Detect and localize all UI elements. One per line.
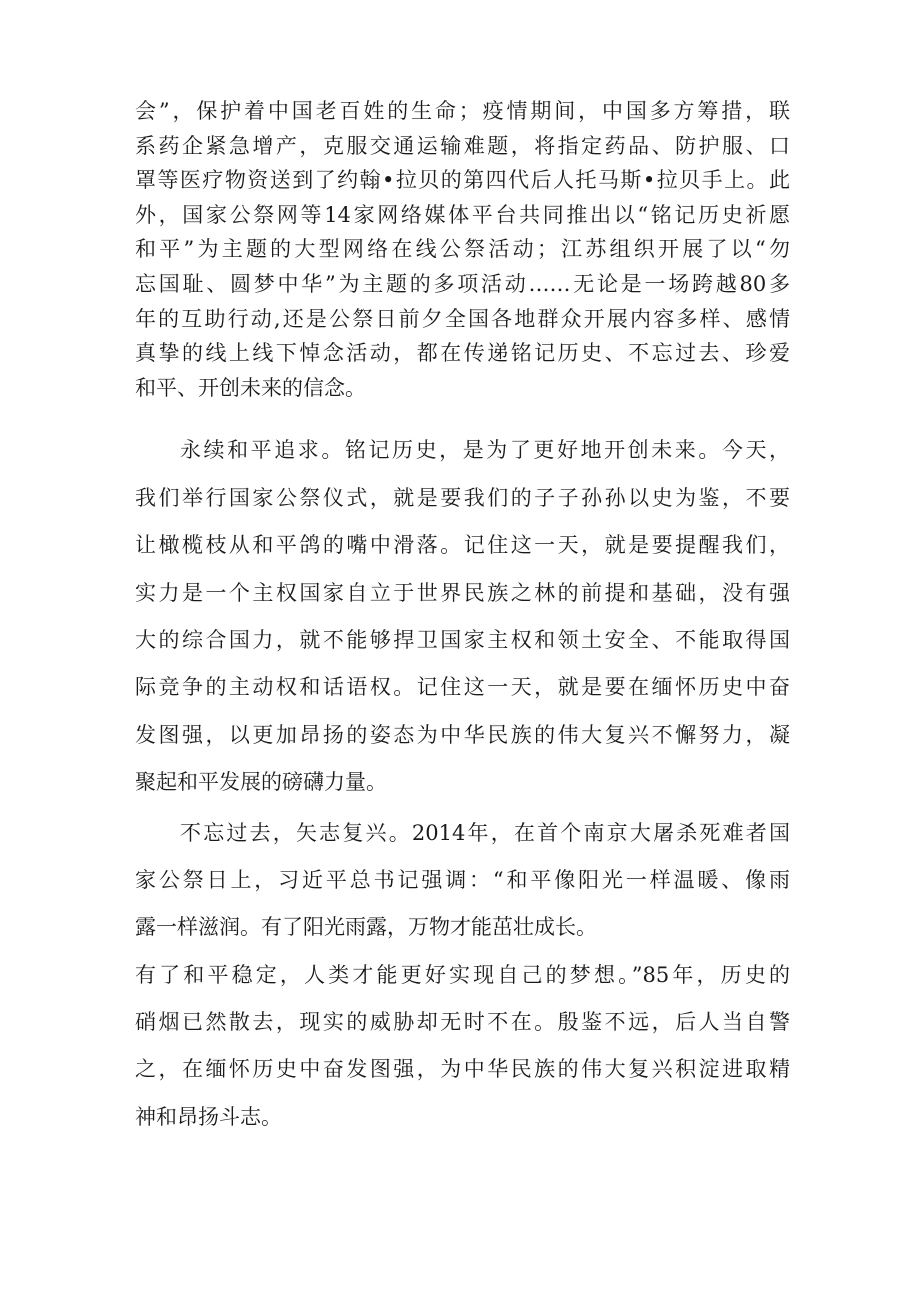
text-line: 真挚的线上线下悼念活动，都在传递铭记历史、不忘过去、珍爱 [135, 341, 790, 365]
text-line: 系药企紧急增产，克服交通运输难题，将指定药品、防护服、口 [135, 134, 790, 158]
text-line: 露一样滋润。有了阳光雨露，万物才能茁壮成长。 [135, 915, 597, 939]
text-line: 和平、开创未来的信念。 [135, 376, 366, 400]
text-line: 聚起和平发展的磅礴力量。 [135, 770, 387, 794]
text-line: 外，国家公祭网等14家网络媒体平台共同推出以“铭记历史祈愿 [135, 203, 790, 227]
text-line: 实力是一个主权国家自立于世界民族之林的前提和基础，没有强 [135, 581, 790, 605]
text-line: 罩等医疗物资送到了约翰•拉贝的第四代后人托马斯•拉贝手上。此 [135, 168, 790, 192]
text-line: 际竞争的主动权和话语权。记住这一天，就是要在缅怀历史中奋 [135, 675, 790, 699]
text-line: 家公祭日上，习近平总书记强调：“和平像阳光一样温暖、像雨 [135, 868, 790, 892]
paragraph-start-line: 永续和平追求。铭记历史，是为了更好地开创未来。今天， [180, 438, 790, 462]
text-line: 我们举行国家公祭仪式，就是要我们的子子孙孙以史为鉴，不要 [135, 486, 790, 510]
paragraph-start-line: 不忘过去，矢志复兴。2014年，在首个南京大屠杀死难者国 [180, 821, 790, 845]
text-line: 让橄榄枝从和平鸽的嘴中滑落。记住这一天，就是要提醒我们， [135, 533, 790, 557]
text-line: 之，在缅怀历史中奋发图强，为中华民族的伟大复兴积淀进取精 [135, 1057, 790, 1081]
text-line: 神和昂扬斗志。 [135, 1105, 282, 1129]
text-line: 大的综合国力，就不能够捍卫国家主权和领土安全、不能取得国 [135, 628, 790, 652]
text-line: 硝烟已然散去，现实的威胁却无时不在。殷鉴不远，后人当自警 [135, 1010, 790, 1034]
text-line: 发图强，以更加昂扬的姿态为中华民族的伟大复兴不懈努力，凝 [135, 723, 790, 747]
text-line: 忘国耻、圆梦中华”为主题的多项活动……无论是一场跨越80多 [135, 272, 790, 296]
text-line: 年的互助行动,还是公祭日前夕全国各地群众开展内容多样、感情 [135, 307, 790, 331]
text-line: 有了和平稳定，人类才能更好实现自己的梦想。”85年，历史的 [135, 963, 790, 987]
text-line: 会”，保护着中国老百姓的生命；疫情期间，中国多方筹措，联 [135, 99, 790, 123]
text-line: 和平”为主题的大型网络在线公祭活动；江苏组织开展了以“勿 [135, 237, 790, 261]
